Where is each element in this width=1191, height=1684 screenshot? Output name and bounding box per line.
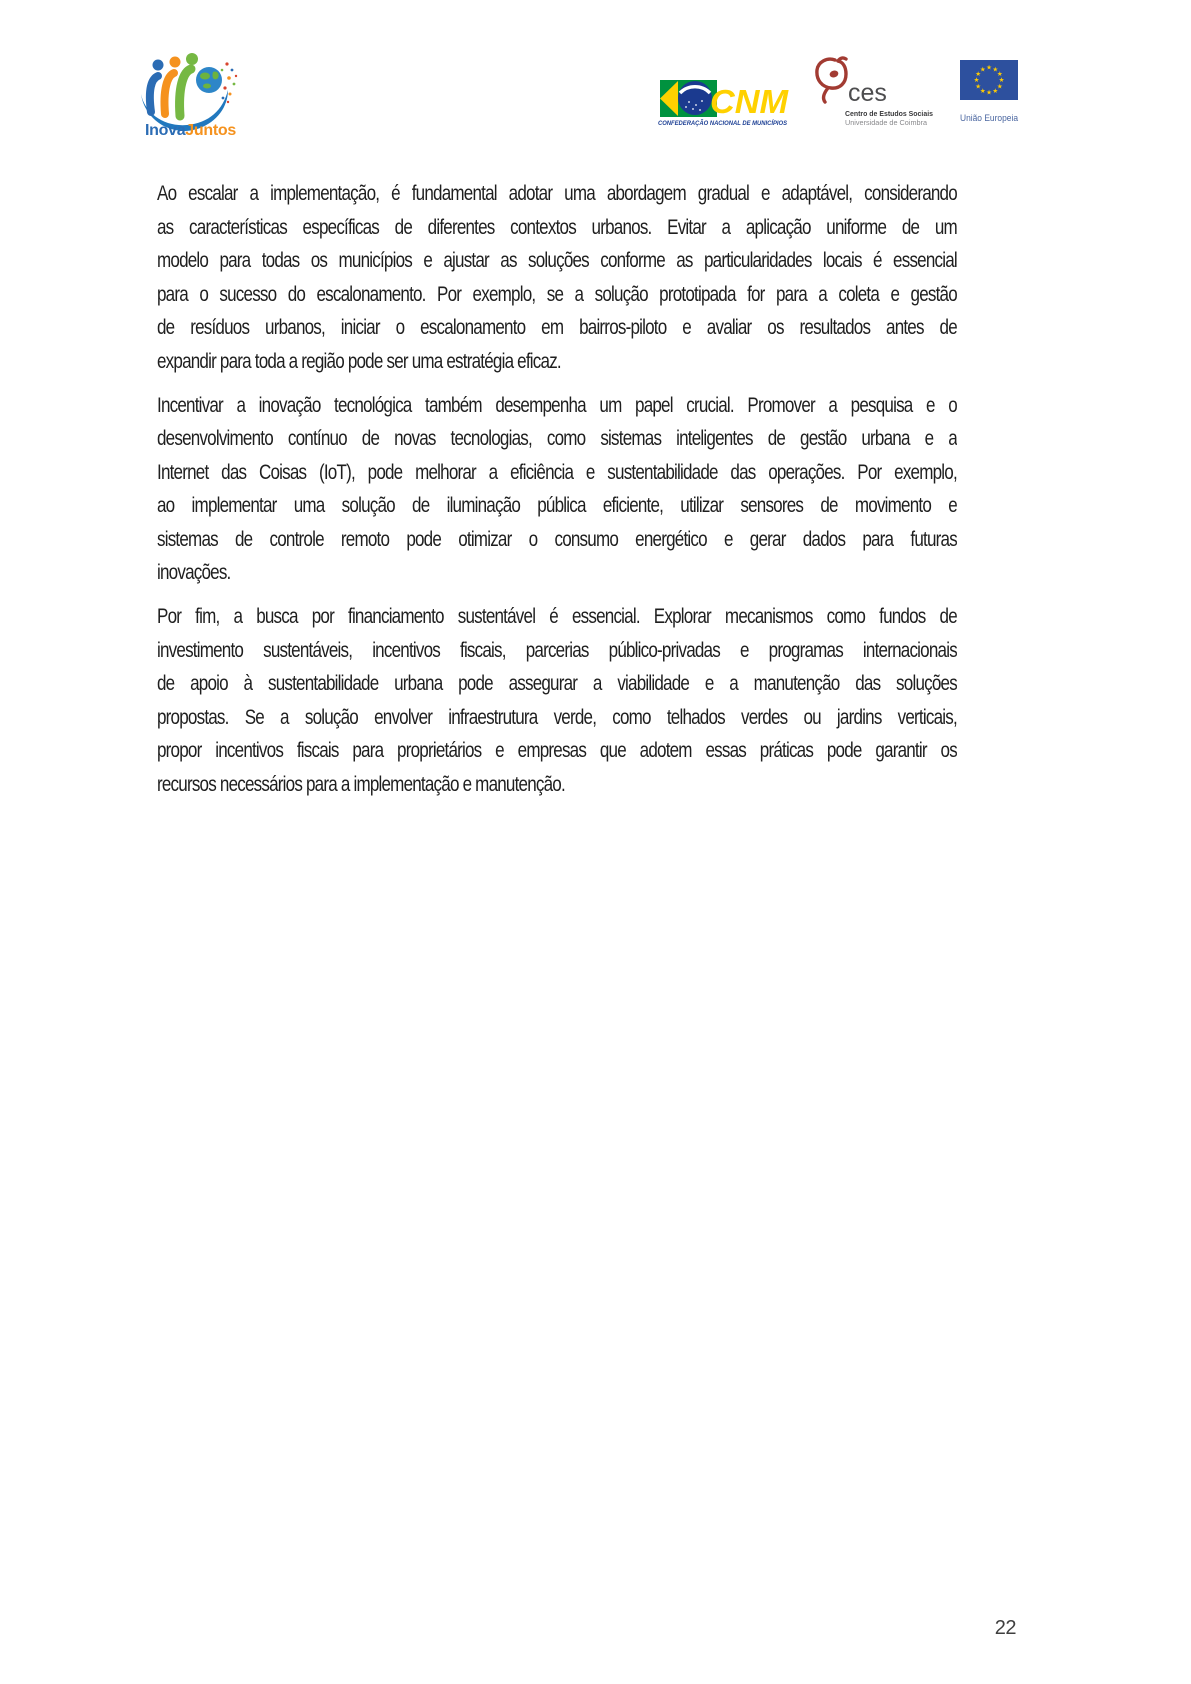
text-line: de apoio à sustentabilidade urbana pode assegurar a viabilidade e a manutenção das soluções (157, 671, 957, 695)
text-line: Incentivar a inovação tecnológica também desempenha um papel crucial. Promover a pesquisa e o (157, 392, 957, 417)
svg-text:★: ★ (998, 77, 1005, 85)
cnm-logo-graphic (655, 77, 790, 127)
cnm-logo (655, 77, 790, 132)
body-text (157, 177, 957, 812)
text-line: as características específicas de diferentes contextos urbanos. Evitar a aplicação uniforme de um (157, 214, 957, 239)
ces-acronym: ces (848, 79, 887, 107)
inova-figure-head-icon (153, 60, 164, 71)
text-line: investimento sustentáveis, incentivos fiscais, parcerias público-privadas e programas internacionais (157, 637, 957, 662)
cnm-tagline: CONFEDERAÇÃO NACIONAL DE MUNICÍPIOS (658, 120, 790, 127)
svg-text:★: ★ (973, 77, 980, 85)
paragraph-3 (157, 600, 957, 801)
eu-logo (958, 58, 1024, 135)
text-line: expandir para toda a região pode ser uma estratégia eficaz. (157, 348, 561, 373)
eu-logo-graphic (958, 58, 1024, 130)
svg-text:★: ★ (975, 70, 982, 78)
ces-glyph-icon (817, 58, 846, 102)
text-line: Ao escalar a implementação, é fundamental adotar uma abordagem gradual e adaptável, considerando (157, 181, 957, 205)
paragraph-2 (157, 389, 957, 590)
inova-figure-head-icon (186, 53, 198, 65)
cnm-flag-icon (660, 80, 717, 117)
text-line: propostas. Se a solução envolver infraestrutura verde, como telhados verdes ou jardins verticais, (157, 704, 957, 729)
text-line: de resíduos urbanos, iniciar o escalonamento em bairros-piloto e avaliar os resultados antes de (157, 315, 957, 339)
text-line: ao implementar uma solução de iluminação pública eficiente, utilizar sensores de movimento e (157, 493, 957, 517)
text-line: inovações. (157, 560, 231, 584)
ces-line2: Universidade de Coimbra (845, 118, 928, 127)
svg-text:★: ★ (996, 70, 1003, 78)
inova-dots-icon (221, 62, 238, 103)
svg-text:★: ★ (979, 88, 986, 95)
inova-globe-icon (196, 67, 222, 93)
inovajuntos-wordmark: InovaJuntos (145, 122, 236, 139)
ces-logo (805, 56, 937, 133)
text-line: Internet das Coisas (IoT), pode melhorar a eficiência e sustentabilidade das operações. Por exemplo, (157, 459, 957, 484)
svg-text:★: ★ (986, 64, 992, 72)
text-line: sistemas de controle remoto pode otimizar o consumo energético e gerar dados para futuras (157, 526, 957, 551)
inovajuntos-logo (135, 52, 243, 145)
ces-line1: Centro de Estudos Sociais (845, 109, 933, 118)
ces-logo-graphic (805, 56, 937, 128)
paragraph-1 (157, 177, 957, 378)
inova-figures-icon (150, 69, 191, 116)
page-number: 22 (994, 1617, 1016, 1639)
svg-text:★: ★ (996, 83, 1003, 91)
svg-text:★: ★ (975, 83, 982, 91)
text-line: para o sucesso do escalonamento. Por exemplo, se a solução prototipada for para a coleta e gestão (157, 281, 957, 306)
text-line: modelo para todas os municípios e ajustar as soluções conforme as particularidades locais é essencial (157, 248, 957, 272)
svg-text:★: ★ (986, 89, 992, 97)
svg-text:★: ★ (992, 66, 999, 74)
text-line: Por fim, a busca por financiamento sustentável é essencial. Explorar mecanismos como fundos de (157, 604, 957, 628)
cnm-acronym: CNM (710, 83, 790, 120)
ces-glyph-dot-icon (829, 70, 839, 79)
svg-text:★: ★ (992, 88, 999, 95)
svg-text:★: ★ (979, 66, 986, 74)
inova-figure-head-icon (170, 57, 181, 68)
text-line: propor incentivos fiscais para proprietários e empresas que adotem essas práticas pode garantir os (157, 738, 957, 762)
text-line: desenvolvimento contínuo de novas tecnologias, como sistemas inteligentes de gestão urbana e a (157, 426, 957, 450)
eu-label: União Europeia (960, 113, 1019, 123)
inovajuntos-logo-graphic (135, 52, 243, 140)
text-line: recursos necessários para a implementação e manutenção. (157, 771, 565, 796)
